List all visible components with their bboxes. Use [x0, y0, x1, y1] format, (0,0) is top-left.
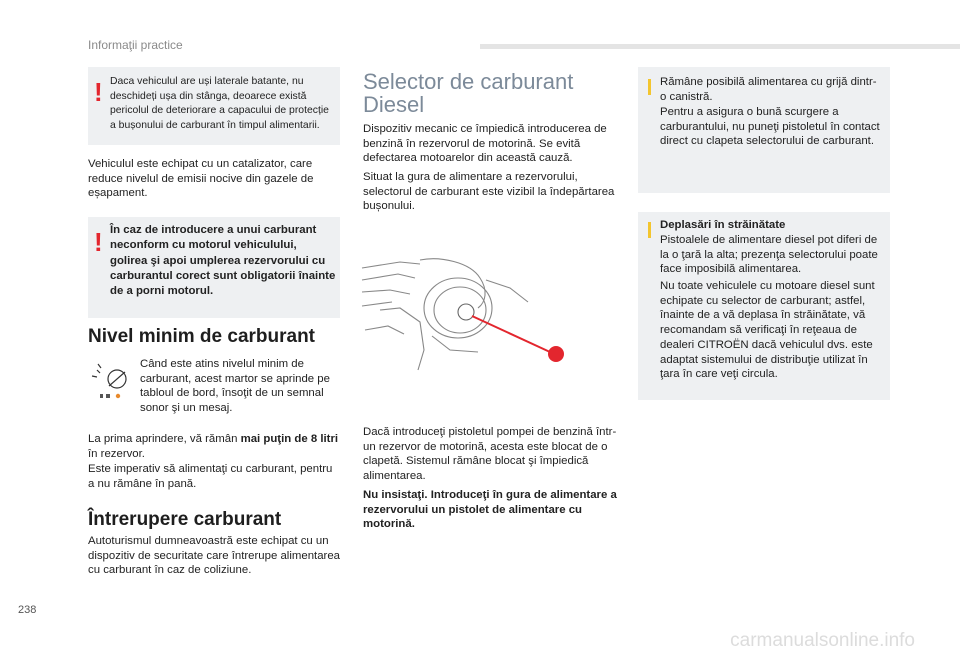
warning-icon: !	[94, 227, 103, 257]
selector-daca: Dacă introduceţi pistoletul pompei de benzină într-un rezervor de motorină, acesta este blocat de o clapetă. Sistemul rămâne blocat şi împiedică alimentarea.	[363, 426, 617, 483]
fuel-filler-illustration	[360, 250, 620, 410]
section-title: Informaţii practice	[88, 38, 183, 52]
nivel-p1-b: mai puţin de 8 litri	[240, 433, 339, 445]
nivel-title: Nivel minim de carburant	[88, 326, 316, 347]
selector-intro: Dispozitiv mecanic ce împiedică introducerea de benzină în rezervorul de motorină. Se evită defectarea motoarelor din această cauză.	[363, 123, 607, 165]
selector-situat: Situat la gura de alimentare a rezervorului, selectorul de carburant este vizibil la îndepărtarea bușonului.	[363, 171, 615, 213]
info-box-abroad	[638, 212, 890, 400]
deplasari-title: Deplasări în străinătate	[660, 219, 786, 231]
info-box-canister	[638, 67, 890, 193]
page-number: 238	[18, 604, 37, 616]
warning-text-fuel: În caz de introducere a unui carburant neconform cu motorul vehiculului, golirea şi apoi umplerea rezervorului cu carburantul corect sunt obligatorii înainte de a porni motorul.	[110, 224, 336, 298]
warning-icon: !	[94, 77, 103, 107]
intrerupere-title: Întrerupere carburant	[88, 509, 282, 530]
header-bar	[480, 44, 960, 49]
info-text-1: Rămâne posibilă alimentarea cu grijă dintr-o canistră.	[660, 76, 877, 103]
catalyst-text: Vehiculul este echipat cu un catalizator, care reduce nivelul de emisii nocive din gazele de eșapament.	[88, 158, 314, 200]
intrerupere-text: Autoturismul dumneavoastră este echipat cu un dispozitiv de securitate care întrerupe alimentarea cu carburant în caz de coliziune.	[88, 535, 340, 577]
fuel-low-warning-icon	[88, 358, 133, 403]
warning-box-fuel	[88, 217, 340, 318]
selector-title: Selector de carburant Diesel	[363, 69, 574, 117]
nivel-paragraph-1	[88, 432, 340, 461]
nivel-p1-a: La prima aprindere, vă rămân	[88, 433, 241, 445]
selector-bold: Nu insistaţi. Introduceţi în gura de alimentare a rezervorului un pistolet de alimentare cu motorină.	[363, 489, 617, 531]
warning-text-doors: Daca vehiculul are uși laterale batante, nu deschideți ușa din stânga, deoarece există pericolul de deteriorare a capacului de protecție a bușonului de carburant în timpul alimentarii.	[110, 76, 329, 131]
deplasari-text: Pistoalele de alimentare diesel pot diferi de la o ţară la alta; prezenţa selectorului poate face imposibilă alimentarea.	[660, 234, 878, 276]
info-text-2: Pentru a asigura o bună scurgere a carburantului, nu puneţi pistoletul în contact direct cu clapeta selectorului de carburant.	[660, 106, 880, 148]
nivel-p1-c: în rezervor.	[88, 447, 145, 460]
nivel-text: Când este atins nivelul minim de carburant, acest martor se aprinde pe tabloul de bord, însoţit de un semnal sonor şi un mesaj.	[140, 358, 330, 415]
info-icon	[648, 79, 651, 95]
info-icon	[648, 222, 651, 238]
deplasari-text-2: Nu toate vehiculele cu motoare diesel sunt echipate cu selector de carburant; astfel, înainte de a vă deplasa în străinătate, vă recomandam să verificaţi în reţeaua de dealeri CITROËN dacă vehiculul dvs. este adaptat sistemului de distribuţie utilizat în ţara în care veţi circula.	[660, 280, 875, 381]
footer-text: carmanualsonline.info	[730, 630, 915, 651]
warning-box-doors	[88, 67, 340, 145]
nivel-paragraph-2: Este imperativ să alimentaţi cu carburant, pentru a nu rămâne în pană.	[88, 463, 333, 490]
